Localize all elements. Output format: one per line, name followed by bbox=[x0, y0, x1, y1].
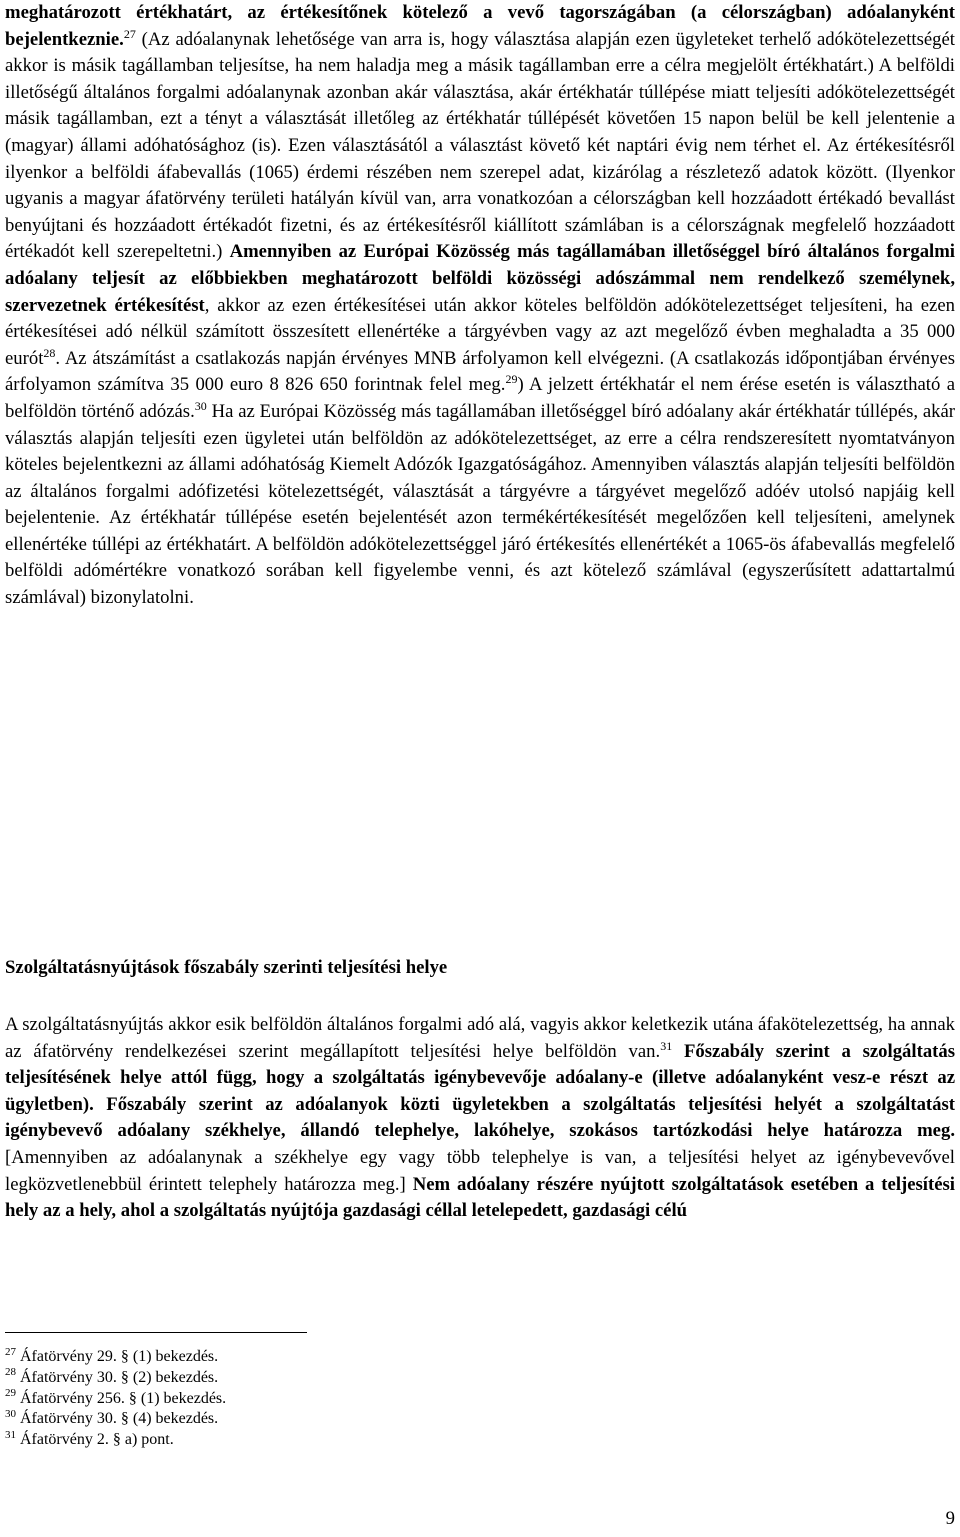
document-page bbox=[5, 0, 955, 612]
footnote-ref: 30 bbox=[194, 398, 207, 413]
text-segment: . Az átszámítást a csatlakozás napján érvényes MNB árfolyamon kell elvégezni. (A csatlakozás időpontjában érvényes árfolyamon számítva 35 000 euro 8 826 650 forintnak felel meg. bbox=[5, 347, 955, 396]
footnote-item bbox=[5, 1409, 605, 1430]
footnote-ref: 31 bbox=[660, 1038, 673, 1053]
footnote-separator bbox=[5, 1332, 307, 1333]
footnote-text: Áfatörvény 30. § (2) bekezdés. bbox=[20, 1368, 219, 1386]
footnote-text: Áfatörvény 30. § (4) bekezdés. bbox=[20, 1410, 219, 1428]
footnote-number: 30 bbox=[5, 1408, 16, 1421]
text-segment: ) A jelzett értékhatár el nem érése esetén is választható a belföldön történő adózás. bbox=[5, 374, 955, 422]
text-segment: Ha az Európai Közösség más tagállamában illetőséggel bíró adóalany akár értékhatár túllépés, akár választás alapján teljesíti ezen ügyletei után belföldön az adókötelezettséget, az erre a célra rendszeresített nyomtatványon köteles bejelentkezni az állami adóhatóság Kiemelt Adózók Igazgatóságához. Amennyiben választás alapján teljesíti belföldön az általános forgalmi adófizetési kötelezettségét, választását a tárgyévre a tárgyévet megelőző adóév utolsó napjáig kell bejelentenie. Az értékhatár túllépése esetén bejelentését azon termékértékesítését megelőzően kell teljesíteni, amelynek ellenértéke túllépi az értékhatárt. A belföldön adókötelezettséggel járó értékesítés ellenértékét a 1065-ös áfabevallás megfelelő belföldi adómértékre vonatkozó sorában kell figyelembe venni, és azt kötelező számlával (egyszerűsített adattartalmú számlával) bizonylatolni. bbox=[5, 400, 955, 609]
footnote-number: 31 bbox=[5, 1428, 16, 1441]
text-segment bbox=[222, 241, 229, 262]
page-number: 9 bbox=[945, 1508, 955, 1529]
footnote-item bbox=[5, 1389, 605, 1410]
footnote-item bbox=[5, 1430, 605, 1451]
text-segment: (Az adóalanynak lehetősége van arra is, hogy választása alapján ezen ügyleteket terhelő adókötelezettségét akkor is másik tagállamban teljesítse, ha nem haladja meg a másik tagállamban erre a célra megjelölt értékhatárt.) A belföldi illetőségű általános forgalmi adóalanynak azonban akár választása, akár értékhatár túllépése miatt teljesíti adókötelezettségét másik tagállamban, ezt a tényt a választását illetőleg az értékhatár túllépését követően 15 napon belül be kell jelentenie a (magyar) állami adóhatósághoz (is). Ezen választásától a választást követő két naptári évig nem térhet el. Az értékesítésről ilyenkor a belföldi áfabevallás (1065) érdemi részében nem szerepel adat, kizárólag a részletező adatok között. (Ilyenkor ugyanis a magyar áfatörvény területi hatályán kívül van, arra vonatkozóan a célországban kell hozzáadott értékadó bevallást benyújtani és hozzáadott értékadót fizetni, és az értékesítésről kiállított számlában is a célországnak megfelelő hozzáadott értékadót kell szerepeltetni.) bbox=[5, 28, 955, 263]
footnote-number: 27 bbox=[5, 1345, 16, 1358]
body-paragraph-2 bbox=[5, 1012, 955, 1225]
body-paragraph-2-container bbox=[5, 1012, 955, 1225]
text-segment: A szolgáltatásnyújtás akkor esik belföldön általános forgalmi adó alá, vagyis akkor keletkezik utána áfakötelezettség, ha annak az áfatörvény rendelkezései szerint megállapított teljesítési helye belföldön van. bbox=[5, 1014, 955, 1062]
footnote-ref: 27 bbox=[123, 26, 136, 41]
footnote-text: Áfatörvény 29. § (1) bekezdés. bbox=[20, 1348, 219, 1365]
text-segment bbox=[672, 1041, 684, 1062]
footnote-ref: 28 bbox=[43, 345, 56, 360]
bold-text-segment: Amennyiben az Európai Közösség más tagállamában illetőséggel bíró általános forgalmi adóalany teljesít az előbbiekben meghatározott belföldi közösségi adószámmal nem rendelkező személynek, szervezetnek értékesítést bbox=[5, 241, 956, 316]
footnotes bbox=[5, 1347, 605, 1451]
text-segment: [Amennyiben az adóalanynak a székhelye egy vagy több telephelye is van, a teljesítési helyet az igénybevevővel legközvetlenebbül érintett telephely határozza meg.] bbox=[5, 1146, 955, 1195]
body-paragraph-1 bbox=[5, 0, 955, 612]
footnote-item bbox=[5, 1347, 605, 1368]
footnote-ref: 29 bbox=[505, 372, 518, 387]
footnote-number: 29 bbox=[5, 1387, 16, 1400]
bold-text-segment: meghatározott értékhatárt, az értékesítőnek kötelező a vevő tagországában (a célországban) adóalanyként bejelentkeznie. bbox=[5, 2, 955, 50]
bold-text-segment: Főszabály szerint a szolgáltatás teljesítésének helye attól függ, hogy a szolgáltatás igénybevevője adóalany-e (illetve adóalanyként vesz-e részt az ügyletben). Főszabály szerint az adóalanyok közti ügyletekben a szolgáltatás teljesítési helyét a szolgáltatást igénybevevő adóalany székhelye, állandó telephelye, lakóhelye, szokásos tartózkodási helye határozza meg. bbox=[5, 1040, 956, 1142]
footnote-item bbox=[5, 1368, 605, 1389]
footnote-text: Áfatörvény 2. § a) pont. bbox=[20, 1431, 174, 1449]
section-heading: Szolgáltatásnyújtások főszabály szerinti teljesítési helye bbox=[5, 957, 448, 978]
text-segment: , akkor az ezen értékesítései után akkor köteles belföldön adókötelezettséget teljesíteni, ha ezen értékesítései adó nélkül számított összesített ellenértéke a tárgyévben vagy az azt megelőző évben meghaladta a 35 000 eurót bbox=[5, 294, 955, 369]
bold-text-segment: Nem adóalany részére nyújtott szolgáltatások esetében a teljesítési hely az a hely, ahol a szolgáltatás nyújtója gazdasági céllal letelepedett, gazdasági célú bbox=[5, 1173, 955, 1222]
footnote-number: 28 bbox=[5, 1366, 16, 1379]
footnote-text: Áfatörvény 256. § (1) bekezdés. bbox=[20, 1389, 227, 1407]
